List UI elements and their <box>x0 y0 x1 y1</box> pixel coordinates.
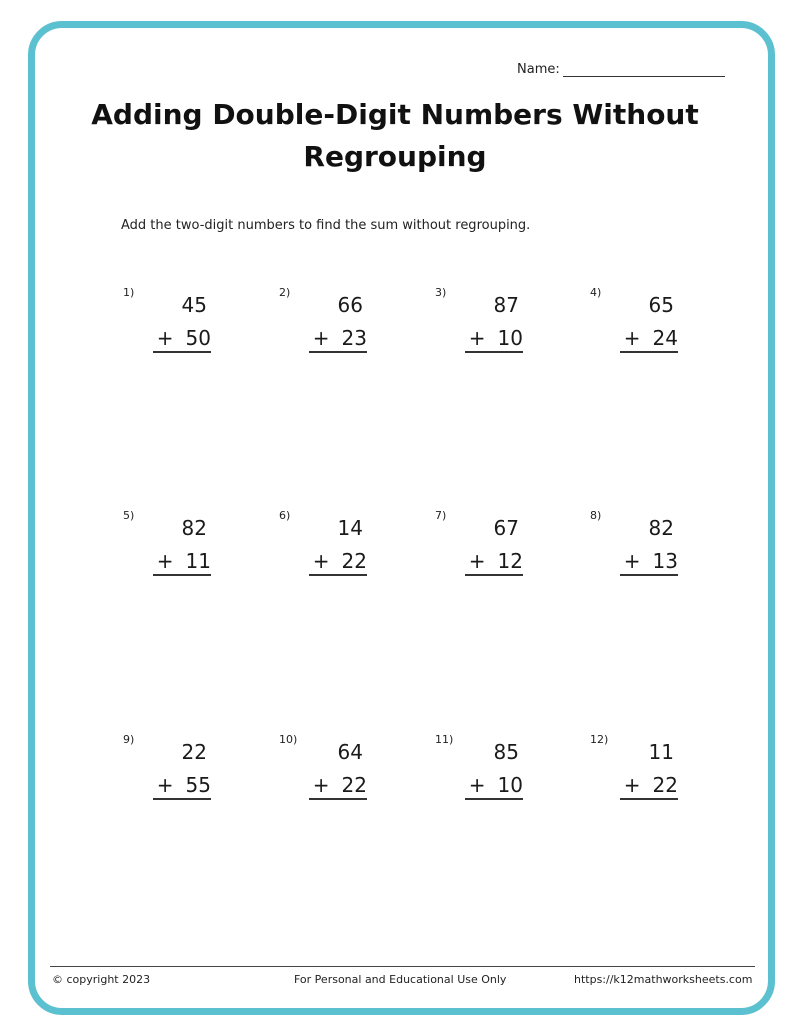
problem-bottom-row <box>309 773 367 800</box>
instructions-text: Add the two-digit numbers to find the sum without regrouping. <box>121 218 531 233</box>
problem-1 <box>123 286 243 366</box>
plus-sign: + <box>468 326 486 350</box>
problem-bottom-row <box>465 773 523 800</box>
problem-9 <box>123 733 243 813</box>
footer-website-link[interactable]: https://k12mathworksheets.com <box>574 973 753 986</box>
problem-6 <box>279 509 399 589</box>
problem-number: 6) <box>279 509 291 522</box>
name-label: Name: <box>517 62 560 77</box>
problem-top-addend: 66 <box>337 293 363 317</box>
problem-top-addend: 64 <box>337 740 363 764</box>
problem-top-addend: 11 <box>648 740 674 764</box>
footer-divider <box>50 966 755 967</box>
problem-number: 12) <box>590 733 609 746</box>
problem-4 <box>590 286 710 366</box>
problem-bottom-addend: 55 <box>185 773 211 797</box>
problem-bottom-addend: 11 <box>185 549 211 573</box>
problem-bottom-row <box>465 326 523 353</box>
problem-7 <box>435 509 555 589</box>
problem-2 <box>279 286 399 366</box>
name-blank-line[interactable] <box>563 63 725 77</box>
problem-bottom-addend: 22 <box>341 773 367 797</box>
plus-sign: + <box>156 326 174 350</box>
problem-top-addend: 85 <box>493 740 519 764</box>
problem-top-addend: 82 <box>648 516 674 540</box>
problem-8 <box>590 509 710 589</box>
problem-bottom-addend: 24 <box>652 326 678 350</box>
name-field[interactable] <box>517 62 725 77</box>
problem-number: 4) <box>590 286 602 299</box>
plus-sign: + <box>156 773 174 797</box>
plus-sign: + <box>623 549 641 573</box>
problem-bottom-addend: 13 <box>652 549 678 573</box>
plus-sign: + <box>623 773 641 797</box>
problem-number: 10) <box>279 733 298 746</box>
problem-bottom-row <box>465 549 523 576</box>
worksheet-title: Adding Double-Digit Numbers Without Regrouping <box>91 98 699 173</box>
plus-sign: + <box>312 326 330 350</box>
footer-copyright: © copyright 2023 <box>52 973 151 986</box>
problem-bottom-row <box>620 773 678 800</box>
problem-bottom-addend: 22 <box>341 549 367 573</box>
problem-12 <box>590 733 710 813</box>
problem-number: 9) <box>123 733 135 746</box>
problem-bottom-row <box>309 549 367 576</box>
problem-bottom-row <box>153 773 211 800</box>
problem-top-addend: 82 <box>181 516 207 540</box>
problem-top-addend: 14 <box>337 516 363 540</box>
problem-bottom-addend: 10 <box>497 773 523 797</box>
problem-number: 3) <box>435 286 447 299</box>
problem-top-addend: 87 <box>493 293 519 317</box>
problem-number: 2) <box>279 286 291 299</box>
problem-bottom-addend: 12 <box>497 549 523 573</box>
problem-bottom-addend: 23 <box>341 326 367 350</box>
problem-bottom-addend: 50 <box>185 326 211 350</box>
problem-number: 1) <box>123 286 135 299</box>
problem-number: 11) <box>435 733 454 746</box>
plus-sign: + <box>312 549 330 573</box>
plus-sign: + <box>623 326 641 350</box>
plus-sign: + <box>156 549 174 573</box>
problem-number: 7) <box>435 509 447 522</box>
problem-number: 5) <box>123 509 135 522</box>
problem-bottom-addend: 22 <box>652 773 678 797</box>
problem-10 <box>279 733 399 813</box>
problem-top-addend: 45 <box>181 293 207 317</box>
problem-top-addend: 22 <box>181 740 207 764</box>
problem-bottom-row <box>153 549 211 576</box>
problem-3 <box>435 286 555 366</box>
footer-usage-note: For Personal and Educational Use Only <box>294 973 507 986</box>
plus-sign: + <box>468 773 486 797</box>
problem-bottom-row <box>620 326 678 353</box>
problem-top-addend: 65 <box>648 293 674 317</box>
problem-bottom-row <box>309 326 367 353</box>
problem-11 <box>435 733 555 813</box>
problem-number: 8) <box>590 509 602 522</box>
plus-sign: + <box>468 549 486 573</box>
problem-bottom-row <box>620 549 678 576</box>
problem-bottom-row <box>153 326 211 353</box>
problem-top-addend: 67 <box>493 516 519 540</box>
problem-5 <box>123 509 243 589</box>
plus-sign: + <box>312 773 330 797</box>
problem-bottom-addend: 10 <box>497 326 523 350</box>
